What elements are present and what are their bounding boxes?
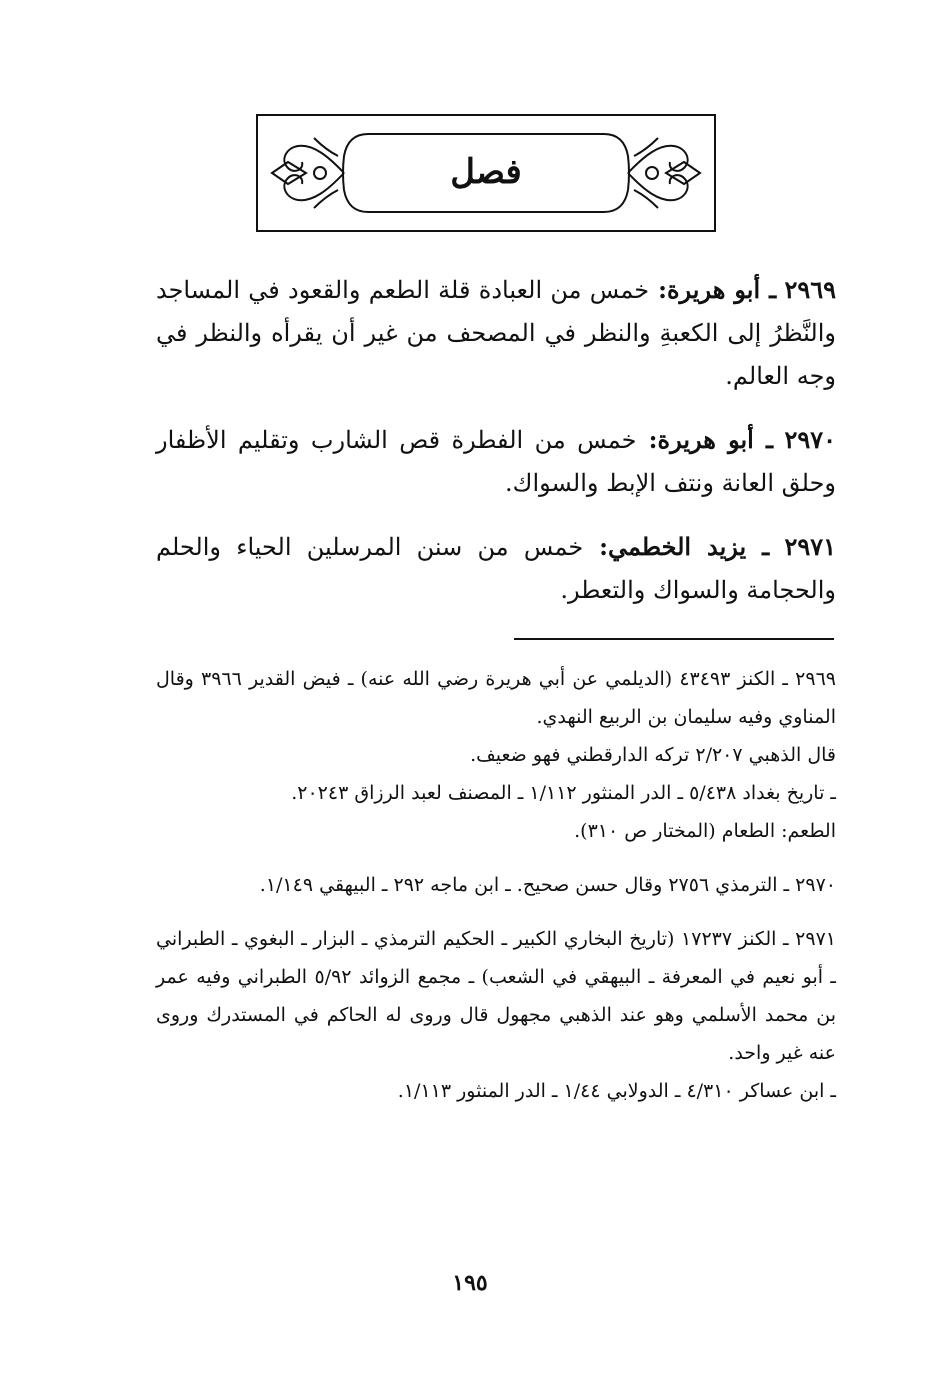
entry-number: ٢٩٧٠ xyxy=(784,425,837,454)
entry-narrator: يزيد الخطمي xyxy=(608,532,747,561)
footnote xyxy=(156,920,836,1110)
footnote-line: ٢٩٧١ ـ الكنز ١٧٢٣٧ (تاريخ البخاري الكبير ـ الحكيم الترمذي ـ البزار ـ البغوي ـ الطبراني ـ أبو نعيم في المعرفة ـ البيهقي في الشعب) ـ مجمع الزوائد ٥/٩٢ الطبراني وفيه عمر بن محمد الأسلمي وهو عند الذهبي مجهول قال وروى له الحاكم في المستدرك وروى عنه غير واحد. xyxy=(156,928,837,1064)
hadith-entry: ٢٩٧١ ـ يزيد الخطمي: خمس من سنن المرسلين الحياء والحلم والحجامة والسواك والتعطر. xyxy=(156,532,837,604)
footnote xyxy=(156,660,836,850)
hadith-entry: ٢٩٦٩ ـ أبو هريرة: خمس من العبادة قلة الطعم والقعود في المساجد والنَّظرُ إلى الكعبةِ والنظر في المصحف من غير أن يقرأه والنظر في وجه العالم. xyxy=(156,275,837,390)
entry-text: خمس من الفطرة قص الشارب وتقليم الأظفار وحلق العانة ونتف الإبط والسواك. xyxy=(156,426,836,497)
footnote xyxy=(156,866,836,904)
entry-number: ٢٩٧١ xyxy=(784,532,837,561)
main-text xyxy=(156,268,836,632)
section-header-frame xyxy=(256,114,716,232)
hadith-entry: ٢٩٧٠ ـ أبو هريرة: خمس من الفطرة قص الشارب وتقليم الأظفار وحلق العانة ونتف الإبط والسواك. xyxy=(156,425,837,497)
footnotes xyxy=(156,660,836,1126)
entry-text: خمس من العبادة قلة الطعم والقعود في المساجد والنَّظرُ إلى الكعبةِ والنظر في المصحف من غير أن يقرأه والنظر في وجه العالم. xyxy=(156,276,836,390)
footnote-line: ٢٩٧٠ ـ الترمذي ٢٧٥٦ وقال حسن صحيح. ـ ابن ماجه ٢٩٢ ـ البيهقي ١/١٤٩. xyxy=(259,874,836,896)
section-title: فصل xyxy=(450,152,522,192)
entry-text: خمس من سنن المرسلين الحياء والحلم والحجامة والسواك والتعطر. xyxy=(156,533,836,604)
footnote-line: ٢٩٦٩ ـ الكنز ٤٣٤٩٣ (الديلمي عن أبي هريرة رضي الله عنه) ـ فيض القدير ٣٩٦٦ وقال المناوي وفيه سليمان بن الربيع النهدي. xyxy=(156,668,836,728)
footnote-divider xyxy=(514,638,834,640)
page-number: ١٩٥ xyxy=(452,1270,488,1296)
entry-narrator: أبو هريرة xyxy=(666,275,761,304)
footnote-line: ـ تاريخ بغداد ٥/٤٣٨ ـ الدر المنثور ١/١١٢ ـ المصنف لعبد الرزاق ٢٠٢٤٣. xyxy=(291,782,836,804)
footnote-line: قال الذهبي ٢/٢٠٧ تركه الدارقطني فهو ضعيف. xyxy=(470,744,836,766)
footnote-line: ـ ابن عساكر ٤/٣١٠ ـ الدولابي ١/٤٤ ـ الدر المنثور ١/١١٣. xyxy=(397,1080,836,1102)
entry-narrator: أبو هريرة xyxy=(657,425,754,454)
footnote-line: الطعم: الطعام (المختار ص ٣١٠). xyxy=(574,820,836,842)
entry-number: ٢٩٦٩ xyxy=(784,275,837,304)
